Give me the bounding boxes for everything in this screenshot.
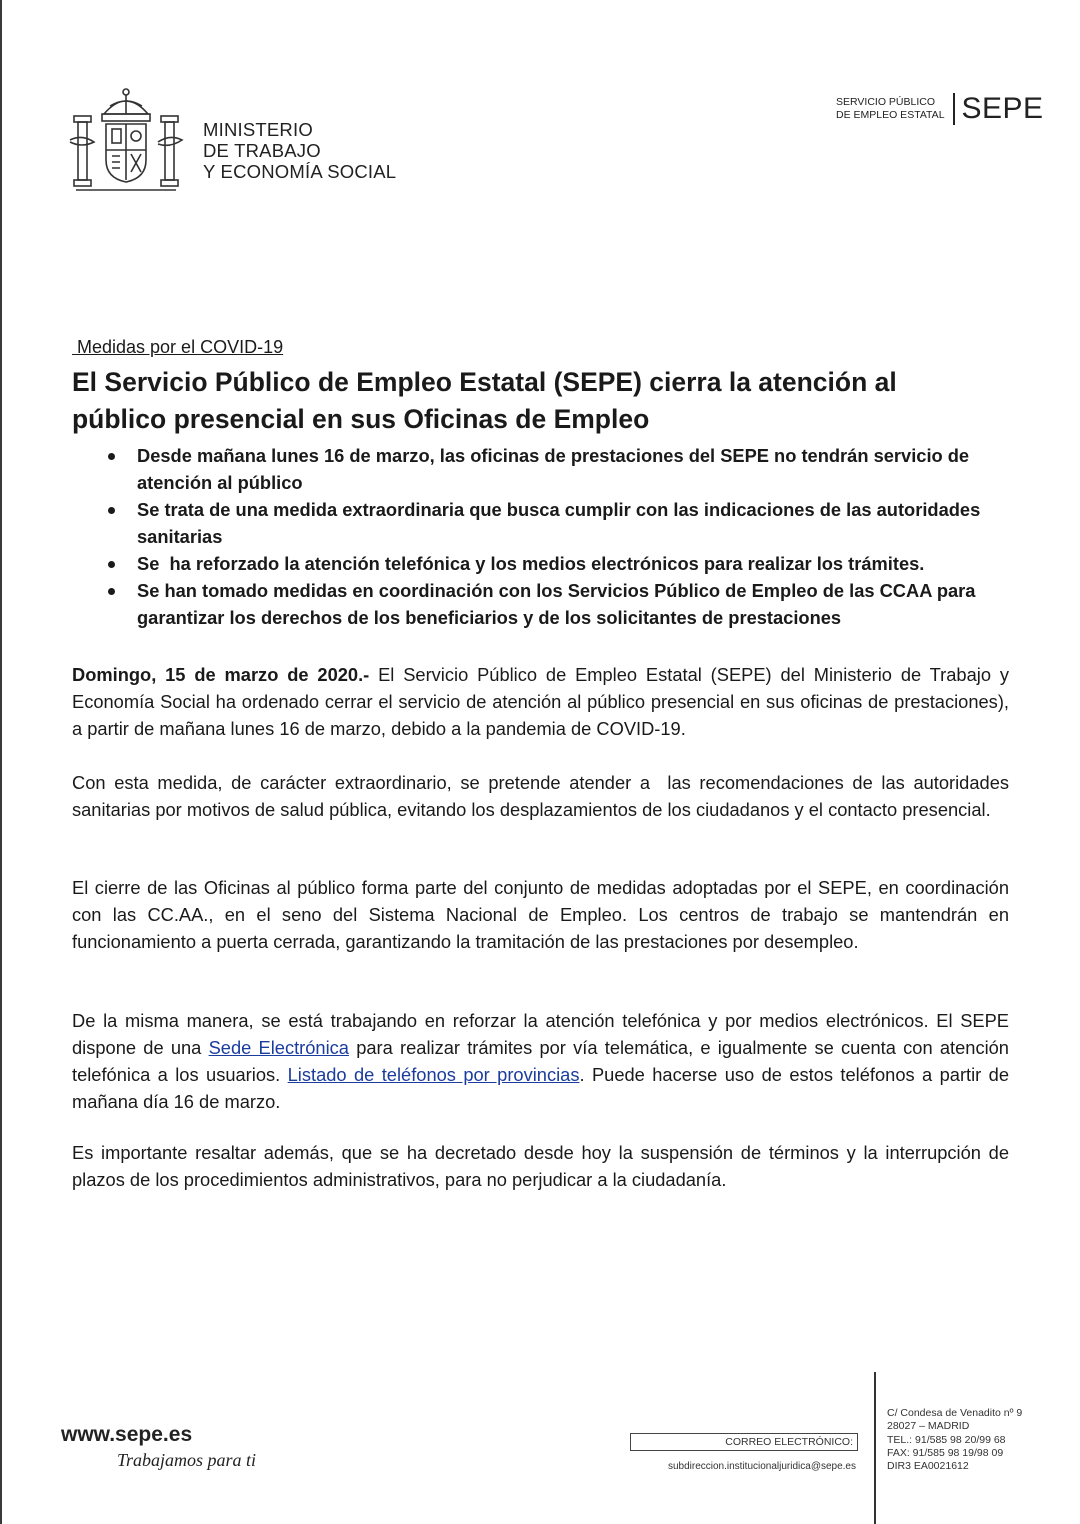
bullet-icon <box>108 561 115 568</box>
article-headline <box>72 364 1009 438</box>
paragraph-closure: El cierre de las Oficinas al público forma parte del conjunto de medidas adoptadas por el SEPE, en coordinación con las CC.AA., en el seno del Sistema Nacional de Empleo. Los centros de trabajo se mantendrán en funcionamiento a puerta cerrada, garantizando la tramitación de las prestaciones por desempleo. <box>72 877 1009 952</box>
ministry-line: Y ECONOMÍA SOCIAL <box>203 161 397 182</box>
paragraph-measure: Con esta medida, de carácter extraordinario, se pretende atender a las recomendaciones de las autoridades sanitarias por motivos de salud pública, evitando los desplazamientos de los ciudadanos y el contacto presencial. <box>72 772 1015 820</box>
bullet-text: Se ha reforzado la atención telefónica y los medios electrónicos para realizar los trámites. <box>137 553 925 574</box>
summary-bullet-list <box>72 442 1009 631</box>
email-label-box: CORREO ELECTRÓNICO: <box>630 1433 858 1451</box>
address-line: DIR3 EA0021612 <box>887 1460 969 1473</box>
paragraph-deadlines: Es importante resaltar además, que se ha decretado desde hoy la suspensión de términos y la interrupción de plazos de los procedimientos administrativos, para no perjudicar a la ciudadanía. <box>72 1142 1009 1190</box>
footer-website: www.sepe.es <box>61 1423 193 1446</box>
headline-line: público presencial en sus Oficinas de Empleo <box>72 404 650 434</box>
bullet-text: Se han tomado medidas en coordinación con los Servicios Público de Empleo de las CCAA para garantizar los derechos de los beneficiarios y de los solicitantes de prestaciones <box>137 580 976 628</box>
summary-bullet <box>72 442 1009 496</box>
dateline: Domingo, 15 de marzo de 2020.- <box>72 664 370 685</box>
bullet-text: Se trata de una medida extraordinaria que busca cumplir con las indicaciones de las autoridades sanitarias <box>137 499 981 547</box>
page-left-edge <box>0 0 2 1524</box>
ministry-line: DE TRABAJO <box>203 140 321 161</box>
summary-bullet <box>72 550 1009 577</box>
sepe-logo-divider <box>953 93 955 125</box>
address-line: TEL.: 91/585 98 20/99 68 <box>887 1433 1006 1446</box>
footer-address <box>887 1407 1022 1473</box>
footer-slogan: Trabajamos para ti <box>117 1450 257 1470</box>
coat-of-arms-icon <box>68 84 184 196</box>
paragraph-text: para realizar trámites por vía telemática, e igualmente se cuenta con atención telefónica a los usuarios. <box>72 1037 1009 1085</box>
sepe-logo-line: DE EMPLEO ESTATAL <box>836 109 945 121</box>
paragraph-text: El Servicio Público de Empleo Estatal (SEPE) del Ministerio de Trabajo y Economía Social ha ordenado cerrar el servicio de atención al público presencial en sus oficinas de prestaciones), a partir de mañana lunes 16 de marzo, debido a la pandemia de COVID-19. <box>72 664 1009 739</box>
article-kicker: Medidas por el COVID-19 <box>72 337 284 357</box>
footer-email: subdireccion.institucionaljuridica@sepe.es <box>667 1461 856 1472</box>
ministry-name <box>203 119 396 182</box>
summary-bullet <box>72 496 1009 550</box>
footer-divider <box>874 1372 876 1524</box>
bullet-icon <box>108 453 115 460</box>
bullet-icon <box>108 507 115 514</box>
ministry-line: MINISTERIO <box>203 119 313 140</box>
address-line: FAX: 91/585 98 19/98 09 <box>887 1446 1004 1459</box>
paragraph-text: De la misma manera, se está trabajando en reforzar la atención telefónica y por medios electrónicos. El SEPE dispone de una <box>72 1010 1009 1058</box>
paragraph-electronic-services <box>72 1007 1009 1115</box>
sepe-logo <box>836 93 1044 125</box>
phone-list-link[interactable]: Listado de teléfonos por provincias <box>287 1064 580 1085</box>
address-line: 28027 – MADRID <box>887 1420 970 1433</box>
sepe-logo-acronym: SEPE <box>961 92 1044 125</box>
paragraph-text: . Puede hacerse uso de estos teléfonos a partir de mañana día 16 de marzo. <box>72 1064 1010 1112</box>
sede-electronica-link[interactable]: Sede Electrónica <box>208 1037 349 1058</box>
paragraph-date-intro <box>72 661 1009 742</box>
address-line: C/ Condesa de Venadito nº 9 <box>887 1407 1023 1419</box>
sepe-logo-subtitle <box>836 96 945 122</box>
bullet-icon <box>108 588 115 595</box>
headline-line: El Servicio Público de Empleo Estatal (SEPE) cierra la atención al <box>72 367 897 397</box>
sepe-logo-line: SERVICIO PÚBLICO <box>836 96 936 108</box>
summary-bullet <box>72 577 1009 631</box>
bullet-text: Desde mañana lunes 16 de marzo, las oficinas de prestaciones del SEPE no tendrán servicio de atención al público <box>137 445 970 493</box>
